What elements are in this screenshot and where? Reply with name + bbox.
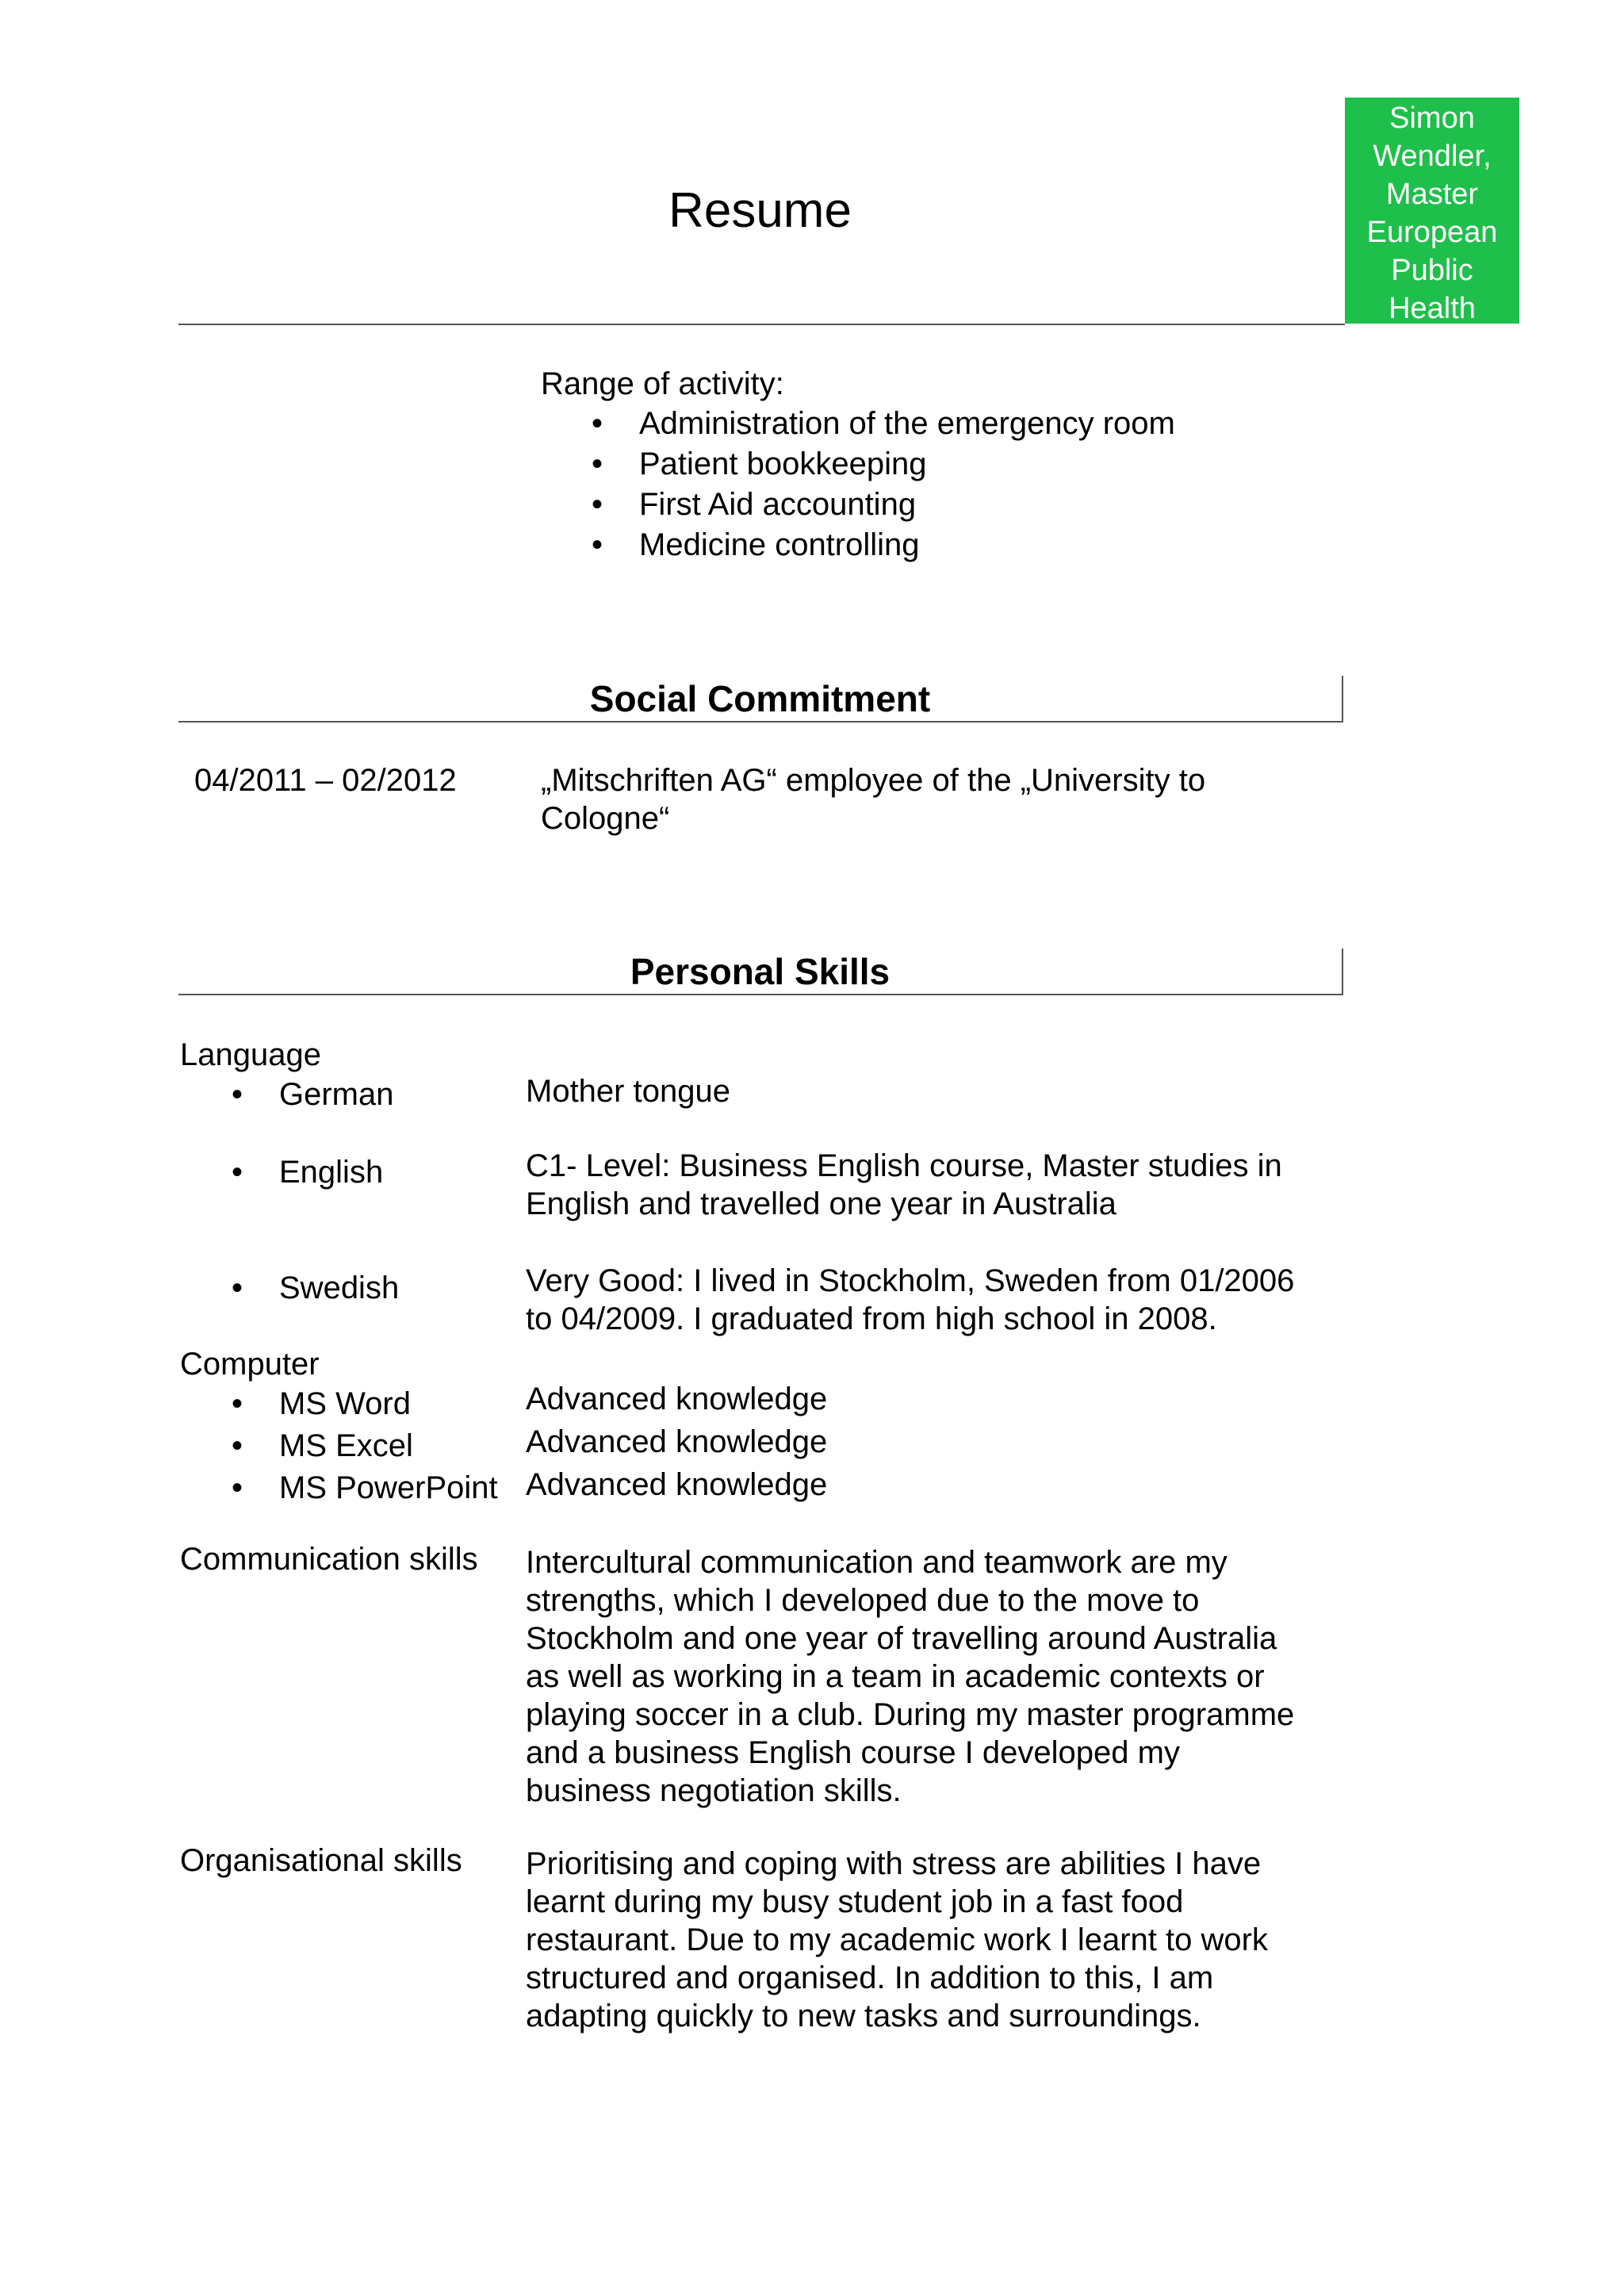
- language-name: • Swedish: [279, 1269, 399, 1309]
- language-label: Language: [180, 1037, 321, 1072]
- name-badge-line: Wendler,: [1373, 140, 1492, 173]
- computer-levels: [526, 1380, 827, 1508]
- text-line: Intercultural communication and teamwork are my: [526, 1545, 1228, 1580]
- name-badge-line: Public: [1391, 254, 1473, 287]
- section-rule-tick: [1342, 949, 1343, 995]
- activity-label: Range of activity:: [541, 366, 784, 401]
- social-commitment-heading: Social Commitment: [589, 678, 931, 719]
- activity-list: [639, 404, 1175, 566]
- text-line: strengths, which I developed due to the move to: [526, 1583, 1200, 1618]
- text-line: Cologne“: [541, 801, 670, 836]
- name-badge-line: Simon: [1389, 102, 1475, 135]
- text-line: learnt during my busy student job in a fast food: [526, 1884, 1184, 1919]
- organisational-label: Organisational skills: [180, 1843, 462, 1878]
- skill-level: Advanced knowledge: [526, 1424, 828, 1459]
- list-item: • Patient bookkeeping: [639, 445, 1175, 485]
- text-line: adapting quickly to new tasks and surroundings.: [526, 1999, 1201, 2033]
- name-badge-line: Health: [1388, 292, 1476, 325]
- language-name: • German: [279, 1075, 394, 1116]
- list-item: • Administration of the emergency room: [639, 404, 1175, 445]
- language-level: Mother tongue: [526, 1074, 730, 1109]
- list-item: • MS Excel: [279, 1427, 498, 1469]
- list-item: • MS Word: [279, 1385, 498, 1427]
- list-item: • First Aid accounting: [639, 485, 1175, 526]
- language-level: [526, 1262, 1294, 1338]
- name-badge: [1345, 98, 1519, 324]
- social-description: [541, 761, 1205, 838]
- text-line: C1- Level: Business English course, Master studies in: [526, 1148, 1282, 1183]
- section-rule-tick: [1342, 676, 1343, 722]
- skill-level: Advanced knowledge: [526, 1467, 828, 1502]
- text-line: playing soccer in a club. During my master programme: [526, 1697, 1295, 1732]
- list-item: • MS PowerPoint: [279, 1469, 498, 1511]
- text-line: business negotiation skills.: [526, 1773, 902, 1808]
- organisational-description: [526, 1845, 1268, 2035]
- text-line: to 04/2009. I graduated from high school in 2008.: [526, 1301, 1217, 1336]
- language-level: [526, 1147, 1282, 1223]
- social-date: 04/2011 – 02/2012: [194, 763, 457, 798]
- text-line: „Mitschriften AG“ employee of the „University to: [541, 763, 1206, 798]
- language-item-swedish: [279, 1269, 399, 1309]
- name-badge-line: European: [1366, 216, 1498, 249]
- language-item-english: [279, 1153, 383, 1194]
- text-line: as well as working in a team in academic contexts or: [526, 1659, 1265, 1694]
- text-line: English and travelled one year in Australia: [526, 1186, 1116, 1221]
- text-line: Prioritising and coping with stress are abilities I have: [526, 1846, 1262, 1881]
- page-title: Resume: [668, 183, 852, 238]
- communication-description: [526, 1543, 1294, 1810]
- personal-skills-heading: Personal Skills: [630, 951, 891, 992]
- text-line: Very Good: I lived in Stockholm, Sweden from 01/2006: [526, 1263, 1295, 1298]
- list-item: • Medicine controlling: [639, 526, 1175, 566]
- section-rule: [178, 721, 1343, 723]
- text-line: Stockholm and one year of travelling around Australia: [526, 1621, 1277, 1656]
- name-badge-line: Master: [1385, 178, 1479, 211]
- text-line: restaurant. Due to my academic work I learnt to work: [526, 1922, 1268, 1957]
- communication-label: Communication skills: [180, 1542, 478, 1577]
- language-item-german: [279, 1075, 394, 1116]
- text-line: and a business English course I developed my: [526, 1735, 1180, 1770]
- computer-label: Computer: [180, 1347, 320, 1382]
- skill-level: Advanced knowledge: [526, 1382, 828, 1416]
- computer-list: [279, 1385, 498, 1511]
- text-line: structured and organised. In addition to this, I am: [526, 1961, 1214, 1995]
- section-rule: [178, 994, 1343, 995]
- header-rule: [178, 324, 1345, 325]
- language-name: • English: [279, 1153, 383, 1194]
